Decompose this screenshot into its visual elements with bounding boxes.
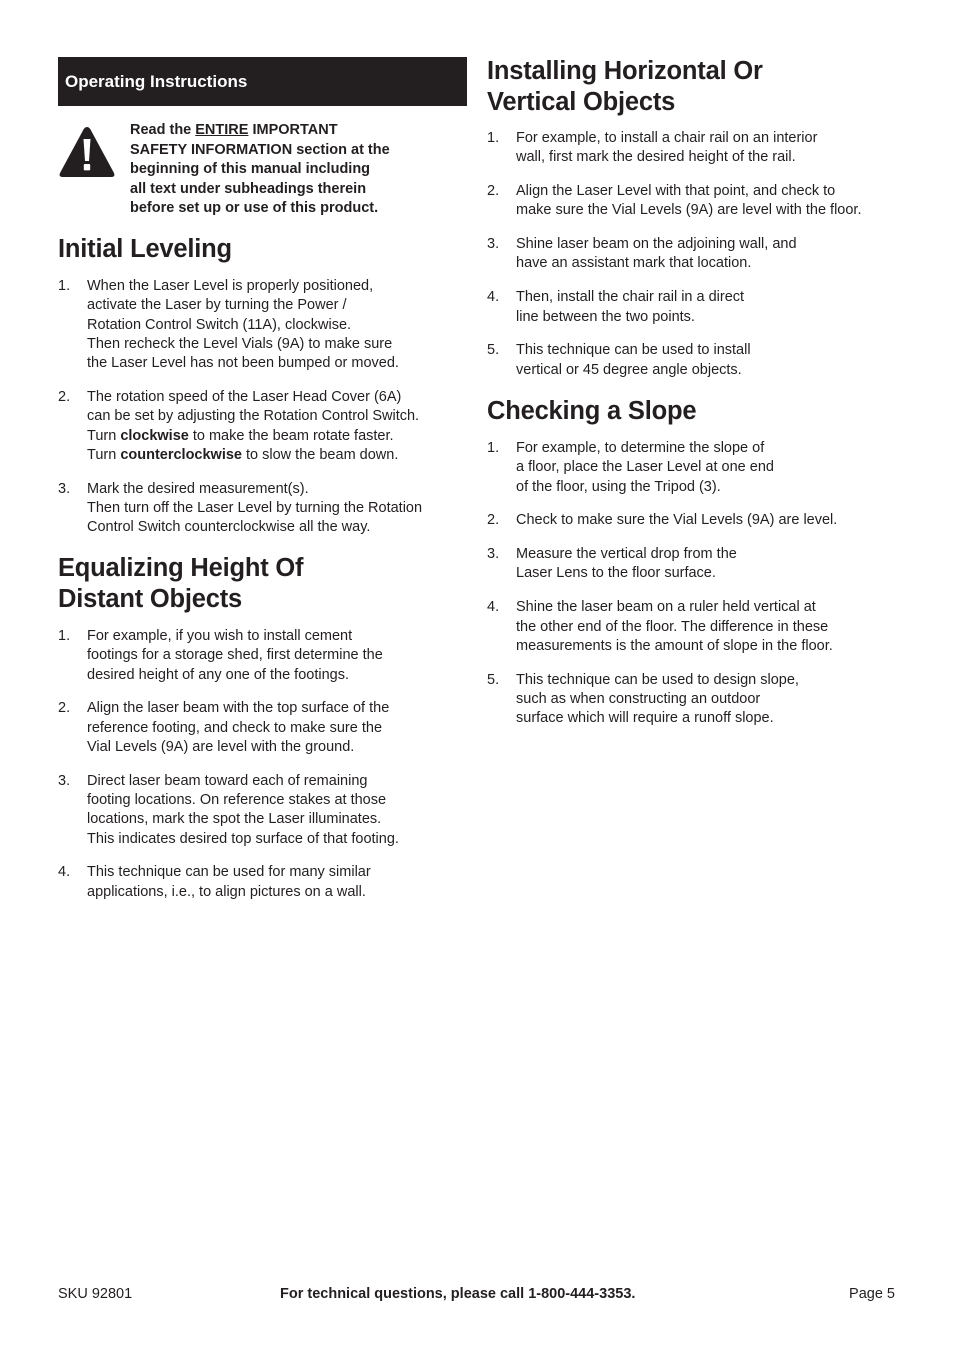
list-item xyxy=(58,480,468,538)
step-number: 5. xyxy=(487,671,500,688)
step-line: Shine laser beam on the adjoining wall, and xyxy=(516,236,797,253)
step-line: Vial Levels (9A) are level with the ground. xyxy=(87,738,355,755)
footer-page-number: Page 5 xyxy=(849,1286,895,1302)
heading-line: Installing Horizontal Or xyxy=(487,57,763,85)
step-line: This technique can be used for many similar xyxy=(87,864,371,881)
step-line: Mark the desired measurement(s). xyxy=(87,480,309,497)
list-item xyxy=(487,439,907,497)
installing-steps xyxy=(487,129,907,394)
step-line: make sure the Vial Levels (9A) are level with the floor. xyxy=(516,202,862,219)
step-line: the Laser Level has not been bumped or moved. xyxy=(87,355,399,372)
list-item xyxy=(487,671,907,729)
step-text: to make the beam rotate faster. xyxy=(188,427,394,444)
step-line: Then turn off the Laser Level by turning the Rotation xyxy=(87,499,423,516)
list-item xyxy=(58,277,468,373)
step-line: This technique can be used to design slope, xyxy=(516,671,799,688)
step-number: 3. xyxy=(58,772,71,789)
section-header-bar xyxy=(58,57,467,106)
warning-prefix: Read the xyxy=(130,122,196,138)
step-line: Control Switch counterclockwise all the way. xyxy=(87,519,371,536)
step-number: 1. xyxy=(58,628,71,644)
step-line: of the floor, using the Tripod (3). xyxy=(516,478,721,495)
step-line: Align the Laser Level with that point, and check to xyxy=(516,183,836,200)
warning-line1-rest: IMPORTANT xyxy=(248,122,338,138)
equalizing-steps xyxy=(58,627,468,917)
step-line: desired height of any one of the footings. xyxy=(87,666,349,683)
step-text: Turn xyxy=(87,446,121,463)
step-number: 3. xyxy=(58,480,71,497)
warning-triangle-icon xyxy=(58,125,116,179)
step-number: 1. xyxy=(487,440,500,456)
footer-sku: SKU 92801 xyxy=(58,1286,133,1302)
warning-emphasis: ENTIRE xyxy=(195,122,249,138)
heading-line: Vertical Objects xyxy=(487,87,676,116)
step-line: have an assistant mark that location. xyxy=(516,255,752,272)
list-item xyxy=(487,182,907,221)
list-item xyxy=(487,341,907,380)
section-title: Operating Instructions xyxy=(65,72,248,91)
list-item xyxy=(487,288,907,327)
step-number: 5. xyxy=(487,342,500,359)
step-line: This indicates desired top surface of that footing. xyxy=(87,830,399,847)
step-line: For example, to determine the slope of xyxy=(516,440,765,456)
heading-initial-leveling: Initial Leveling xyxy=(58,235,232,263)
step-line: the other end of the floor. The difference in these xyxy=(516,618,829,635)
step-number: 3. xyxy=(487,546,500,563)
step-line: can be set by adjusting the Rotation Control Switch. xyxy=(87,408,420,425)
list-item xyxy=(487,598,907,656)
step-text: to slow the beam down. xyxy=(242,446,399,463)
step-line xyxy=(87,427,468,446)
warning-line: SAFETY INFORMATION section at the xyxy=(130,141,390,158)
initial-leveling-steps xyxy=(58,277,468,552)
step-number: 2. xyxy=(487,183,500,200)
step-number: 2. xyxy=(487,512,500,529)
step-line: Measure the vertical drop from the xyxy=(516,546,737,563)
step-text: Turn xyxy=(87,427,121,444)
list-item xyxy=(58,863,468,902)
step-emphasis: counterclockwise xyxy=(120,446,242,463)
heading-installing-objects xyxy=(487,56,763,117)
heading-line: Distant Objects xyxy=(58,584,243,613)
step-number: 2. xyxy=(58,700,71,717)
step-emphasis: clockwise xyxy=(120,427,189,444)
step-line: The rotation speed of the Laser Head Cover (6A) xyxy=(87,388,402,405)
step-line: When the Laser Level is properly positioned, xyxy=(87,278,374,294)
list-item xyxy=(487,545,907,584)
heading-equalizing-height xyxy=(58,553,303,614)
step-line: For example, to install a chair rail on an interior xyxy=(516,130,818,146)
step-line: surface which will require a runoff slope. xyxy=(516,710,774,727)
heading-line: Equalizing Height Of xyxy=(58,554,304,582)
list-item xyxy=(58,388,468,465)
step-line: For example, if you wish to install cement xyxy=(87,628,353,644)
warning-text xyxy=(130,121,465,219)
step-line: Align the laser beam with the top surface of the xyxy=(87,700,390,717)
step-line: This technique can be used to install xyxy=(516,342,751,359)
warning-line: all text under subheadings therein xyxy=(130,180,367,197)
step-line: Laser Lens to the floor surface. xyxy=(516,565,716,582)
step-line: line between the two points. xyxy=(516,308,695,325)
step-line: Direct laser beam toward each of remaining xyxy=(87,772,368,789)
step-line: footings for a storage shed, first determine the xyxy=(87,647,383,664)
step-line: footing locations. On reference stakes at those xyxy=(87,792,387,809)
step-line: applications, i.e., to align pictures on a wall. xyxy=(87,883,366,900)
step-line: reference footing, and check to make sure the xyxy=(87,719,383,736)
step-line: wall, first mark the desired height of the rail. xyxy=(516,149,796,166)
step-line: Then recheck the Level Vials (9A) to make sure xyxy=(87,335,393,352)
step-line: Check to make sure the Vial Levels (9A) are level. xyxy=(516,512,838,529)
step-number: 1. xyxy=(487,130,500,146)
checking-slope-steps xyxy=(487,439,907,743)
step-number: 2. xyxy=(58,388,71,405)
warning-line: beginning of this manual including xyxy=(130,161,371,177)
step-number: 4. xyxy=(487,599,500,616)
step-line xyxy=(87,446,468,465)
heading-checking-slope: Checking a Slope xyxy=(487,397,697,425)
footer-support-phone: For technical questions, please call 1-800-444-3353. xyxy=(280,1286,636,1302)
step-number: 4. xyxy=(58,864,71,881)
list-item xyxy=(487,129,907,168)
step-line: a floor, place the Laser Level at one end xyxy=(516,459,774,476)
step-line: such as when constructing an outdoor xyxy=(516,690,761,707)
list-item xyxy=(58,627,468,685)
step-number: 4. xyxy=(487,289,500,306)
step-line: measurements is the amount of slope in the floor. xyxy=(516,637,833,654)
step-line: activate the Laser by turning the Power / xyxy=(87,297,347,314)
list-item xyxy=(58,772,468,849)
step-line: vertical or 45 degree angle objects. xyxy=(516,361,742,378)
list-item xyxy=(58,699,468,757)
warning-line: before set up or use of this product. xyxy=(130,200,379,216)
step-line: Then, install the chair rail in a direct xyxy=(516,289,745,306)
step-number: 3. xyxy=(487,236,500,253)
step-number: 1. xyxy=(58,278,71,294)
step-line: Shine the laser beam on a ruler held vertical at xyxy=(516,599,816,616)
step-line: Rotation Control Switch (11A), clockwise. xyxy=(87,316,352,333)
step-line: locations, mark the spot the Laser illuminates. xyxy=(87,811,382,828)
list-item xyxy=(487,511,907,530)
list-item xyxy=(487,235,907,274)
